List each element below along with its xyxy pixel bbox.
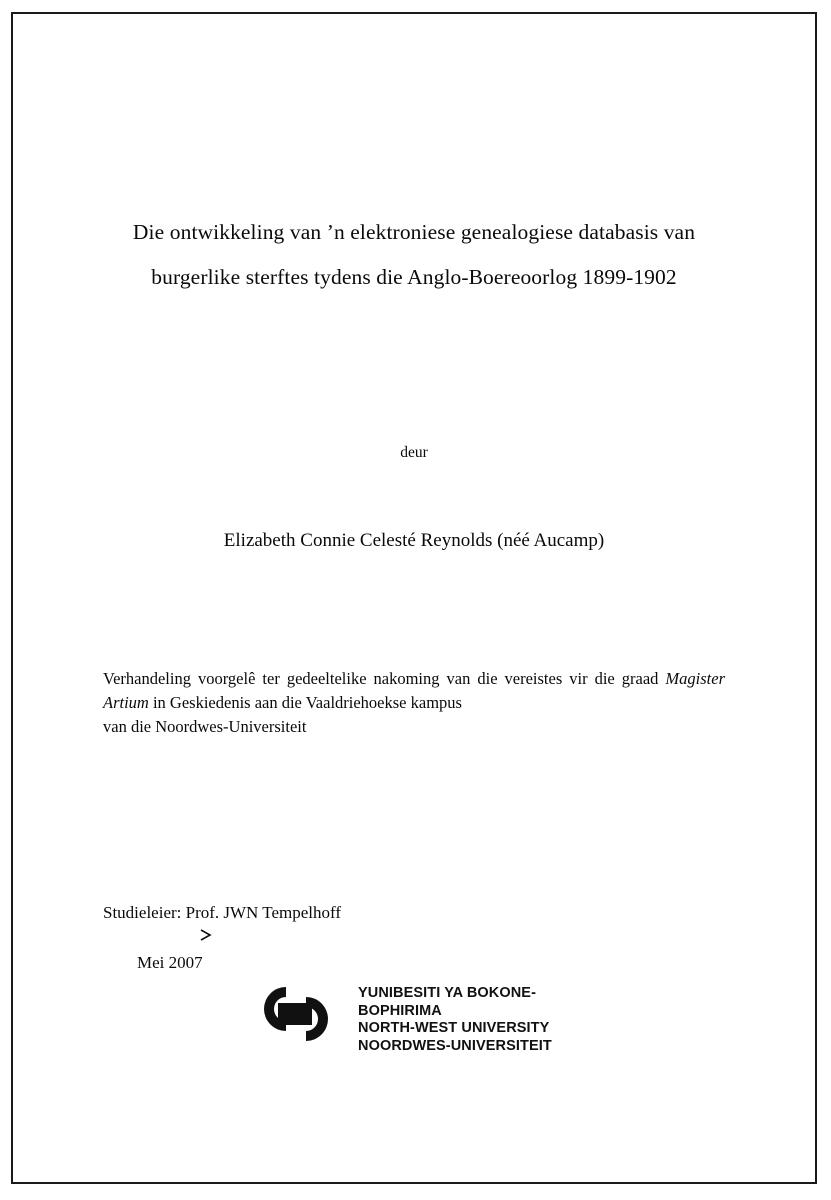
logo-text — [358, 985, 588, 1055]
title-line-1: Die ontwikkeling van ’n elektroniese genealogiese databasis van — [132, 220, 696, 244]
logo-line-3: NOORDWES-UNIVERSITEIT — [358, 1037, 552, 1054]
degree-name: Magister Artium — [103, 669, 725, 712]
supervisor-line: Studieleier: Prof. JWN Tempelhoff — [103, 903, 342, 922]
nwu-logo-icon — [248, 983, 358, 1045]
statement-part-2: in Geskiedenis aan die Vaaldriehoekse kampus — [148, 693, 462, 712]
logo-line-1: YUNIBESITI YA BOKONE-BOPHIRIMA — [358, 985, 537, 1019]
date-text: Mei 2007 — [137, 953, 203, 972]
page-title — [100, 210, 728, 300]
logo-line-2: NORTH-WEST UNIVERSITY — [358, 1020, 550, 1036]
university-logo — [248, 980, 588, 1054]
title-page-content — [100, 12, 728, 1184]
degree-statement-paragraph — [103, 667, 725, 715]
date-line — [103, 925, 203, 1025]
author-name: Elizabeth Connie Celesté Reynolds (néé Aucamp) — [223, 530, 605, 551]
statement-part-1: Verhandeling voorgelê ter gedeeltelike nakoming van die vereistes vir die graad — [103, 669, 666, 688]
handwritten-mark-icon — [200, 929, 212, 941]
by-label: deur — [400, 444, 428, 461]
statement-part-3: van die Noordwes-Universiteit — [103, 717, 307, 736]
degree-statement — [103, 667, 725, 739]
title-line-2: burgerlike sterftes tydens die Anglo-Boereoorlog 1899-1902 — [151, 265, 677, 289]
